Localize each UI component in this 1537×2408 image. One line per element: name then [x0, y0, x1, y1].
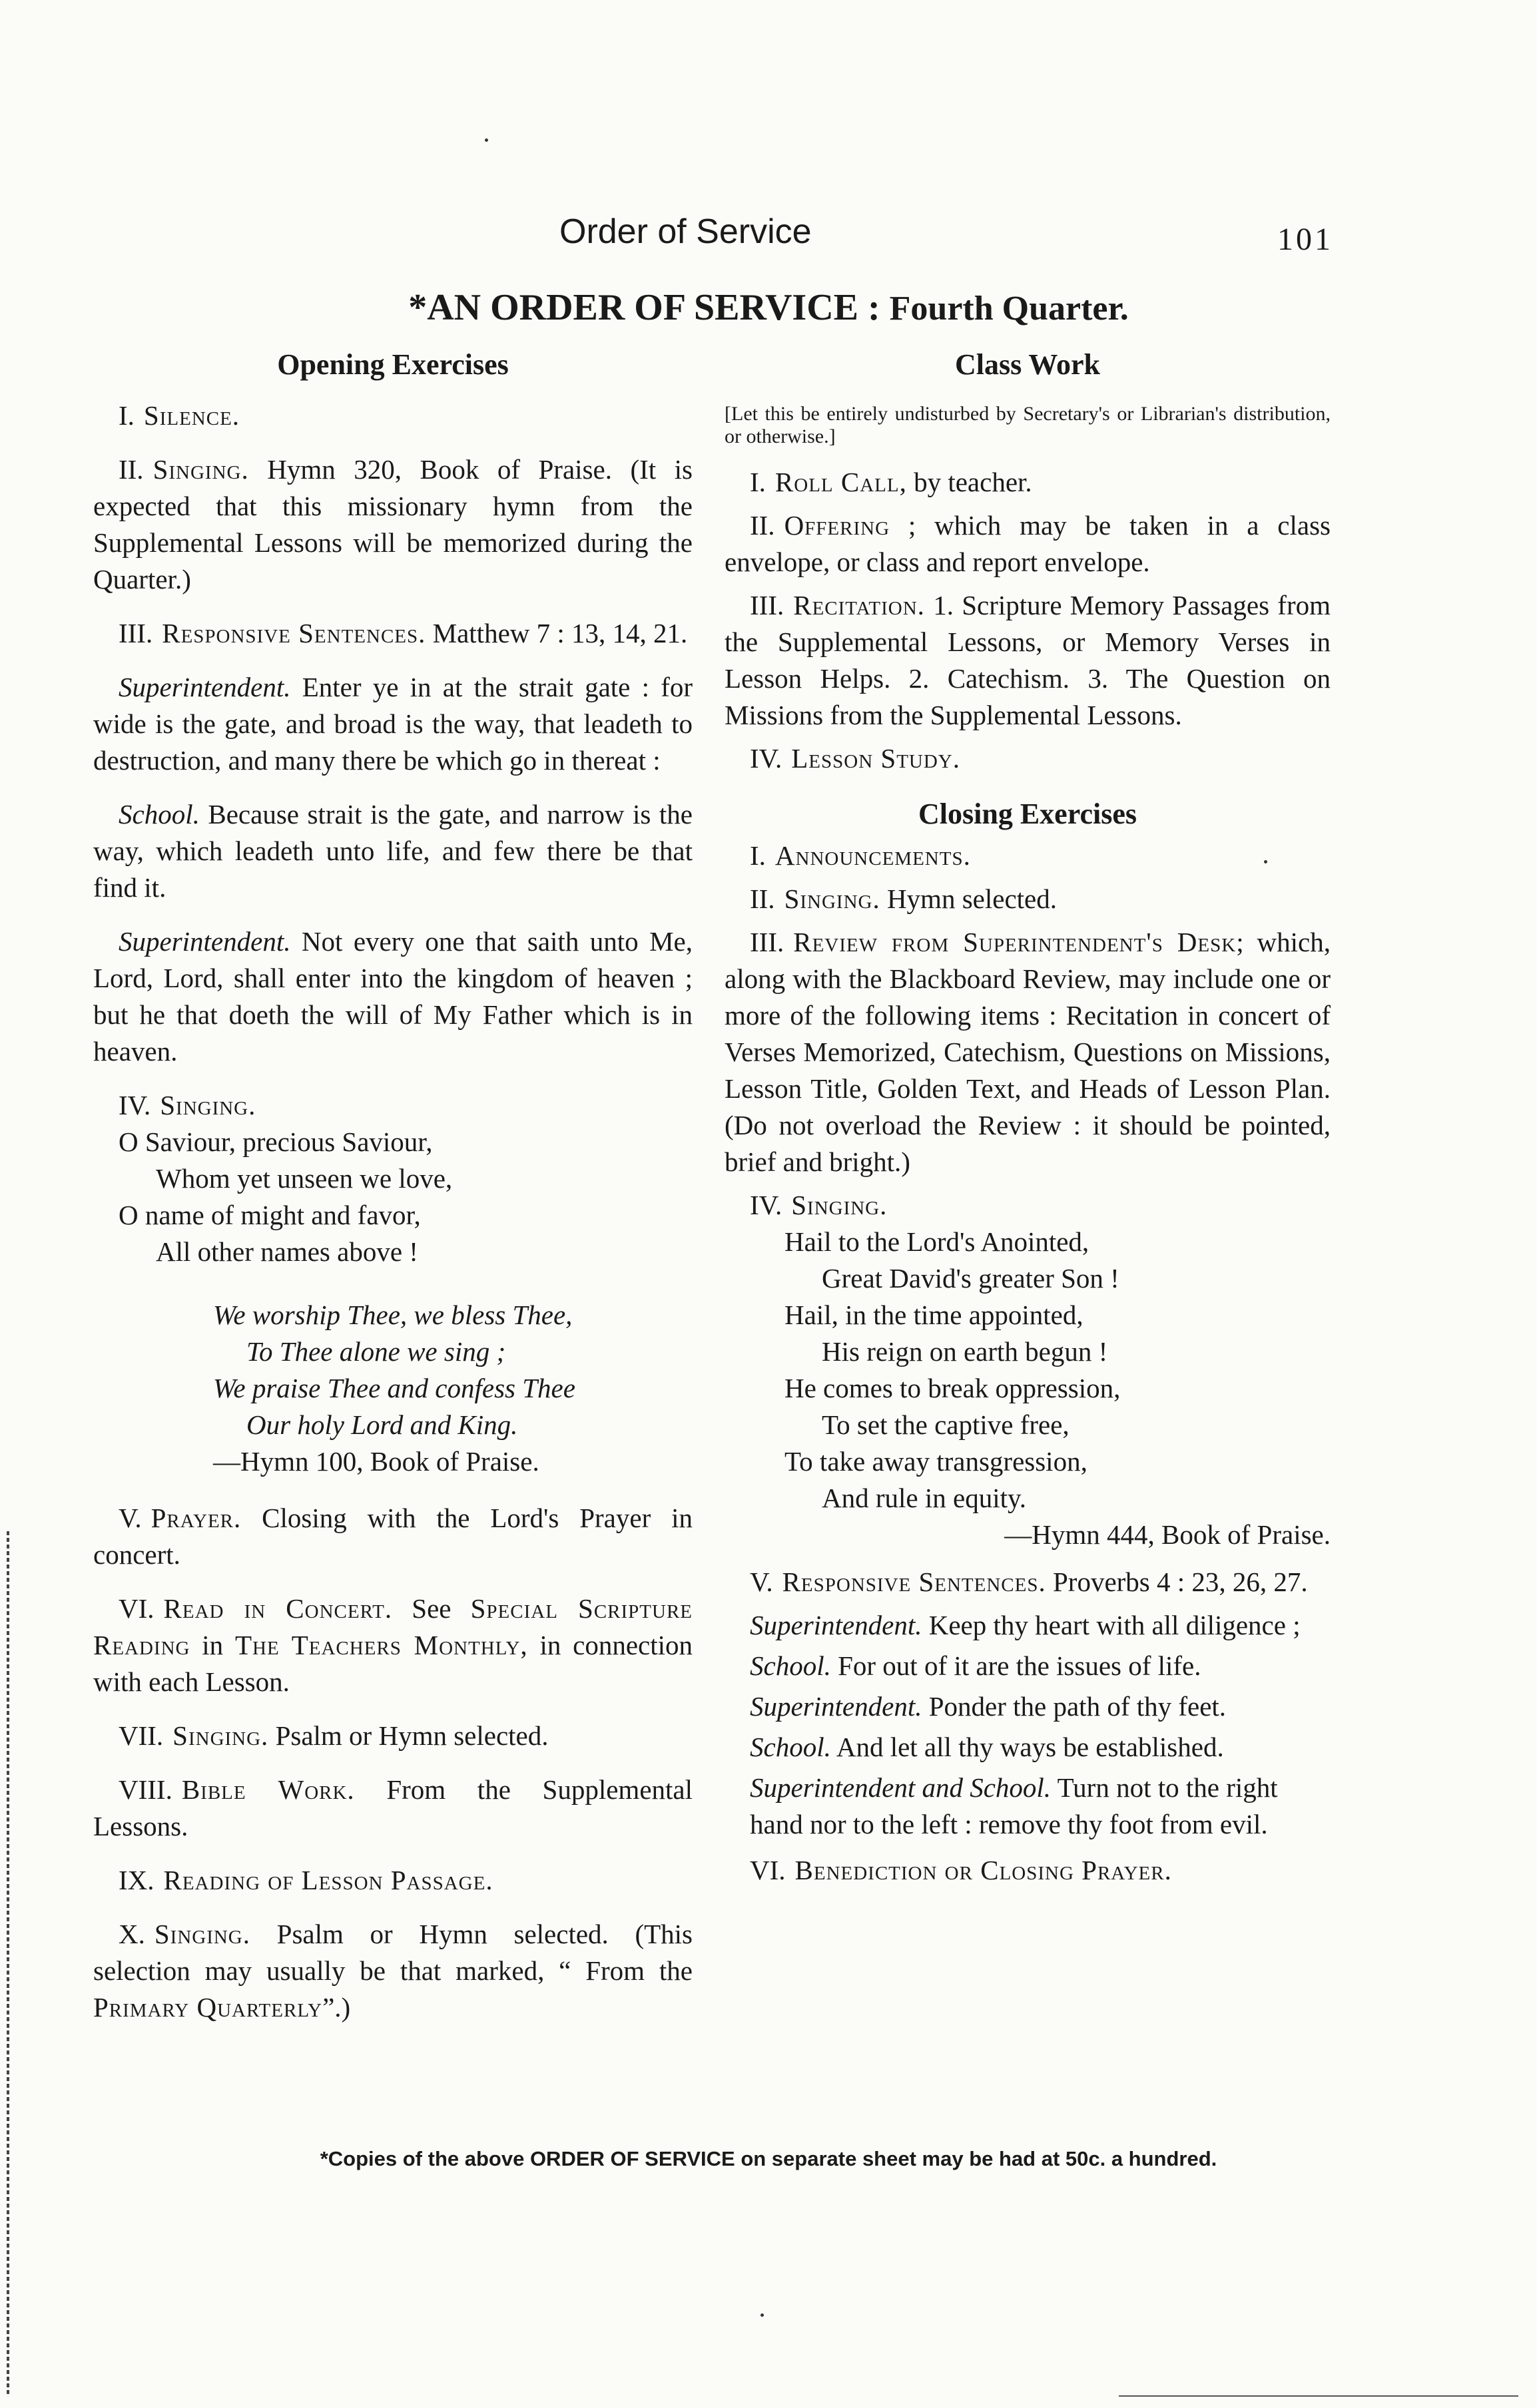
item-text: in [202, 1630, 224, 1660]
hymn-line: O name of might and favor, [119, 1200, 421, 1230]
response-text: Because strait is the gate, and narrow is the way, which leadeth unto life, and few there be that find it. [93, 799, 693, 903]
closing-items [725, 1564, 1331, 1600]
item-label: Singing. [153, 454, 249, 485]
item-review [725, 924, 1331, 1180]
response-superintendent [750, 1688, 1331, 1725]
item-text: ”.) [322, 1992, 351, 2023]
hymn-line: He comes to break oppression, [784, 1373, 1121, 1403]
scan-edge [7, 1531, 9, 2397]
item-singing-hymn-320 [93, 451, 693, 598]
response-school [750, 1729, 1331, 1766]
response-text: Ponder the path of thy feet. [928, 1691, 1227, 1722]
scan-speck [761, 2313, 764, 2317]
item-label: Prayer. [151, 1503, 242, 1533]
chorus-line: We praise Thee and confess Thee [213, 1373, 575, 1403]
footnote: *Copies of the above ORDER OF SERVICE on separate sheet may be had at 50c. a hundred. [320, 2147, 1217, 2170]
response-superintendent-2 [93, 923, 693, 1070]
item-text: Closing with the Lord's Prayer in concert. [93, 1503, 693, 1570]
page-number: 101 [1277, 222, 1333, 257]
item-bible-work [93, 1772, 693, 1845]
item-number: V. [750, 1566, 773, 1597]
item-lesson-study [725, 740, 1331, 777]
item-label: Announcements. [774, 840, 971, 871]
hymn-line: And rule in equity. [822, 1483, 1027, 1513]
item-closing-responsive [725, 1564, 1331, 1600]
item-read-in-concert [93, 1590, 693, 1700]
hymn-line: Hail to the Lord's Anointed, [784, 1226, 1089, 1257]
item-text: Psalm or Hymn selected. [275, 1720, 549, 1751]
speaker-label: School. [750, 1732, 831, 1762]
item-label: Lesson Study. [791, 743, 960, 774]
item-label: Singing. [154, 1919, 250, 1949]
title-text: *AN ORDER OF SERVICE : [408, 287, 880, 328]
item-singing-selection [93, 1916, 693, 2026]
item-label: Singing. [791, 1190, 888, 1220]
item-number: VII. [119, 1720, 164, 1751]
item-number: X. [119, 1919, 145, 1949]
hymn-line: His reign on earth begun ! [822, 1336, 1108, 1367]
hymn-line: All other names above ! [156, 1236, 418, 1267]
title-subtitle: Fourth Quarter. [889, 290, 1129, 328]
item-text: Hymn selected. [886, 883, 1057, 914]
item-label: Responsive Sentences. [782, 1566, 1046, 1597]
item-label: Review from Superintendent's Desk [793, 927, 1237, 957]
item-publication: The Teachers Monthly, [234, 1630, 528, 1660]
response-superintendent [750, 1607, 1331, 1644]
item-lesson-passage [93, 1862, 693, 1899]
item-text: Matthew 7 : 13, 14, 21. [432, 618, 688, 648]
class-work-note: [Let this be entirely undisturbed by Secretary's or Librarian's distribution, or otherwise.] [725, 403, 1331, 447]
speaker-label: Superintendent and School. [750, 1772, 1052, 1803]
speaker-label: School. [119, 799, 200, 830]
chorus-line: Our holy Lord and King. [246, 1409, 518, 1440]
item-number: IV. [750, 1190, 782, 1220]
item-label: Benediction or Closing Prayer. [794, 1855, 1172, 1885]
item-number: IV. [750, 743, 782, 774]
item-number: I. [119, 400, 135, 431]
item-silence [93, 397, 693, 434]
hymn-attribution: —Hymn 444, Book of Praise. [1004, 1519, 1331, 1550]
hymn-attribution: —Hymn 100, Book of Praise. [213, 1446, 539, 1477]
class-work-items [725, 464, 1331, 1224]
chorus-line: We worship Thee, we bless Thee, [213, 1300, 573, 1330]
item-label: Singing. [784, 883, 880, 914]
chorus-line: To Thee alone we sing ; [246, 1336, 506, 1367]
speaker-label: School. [750, 1650, 831, 1681]
response-text: Turn not to the right hand nor to the left : remove thy foot from evil. [750, 1772, 1278, 1839]
scan-speck [485, 138, 488, 142]
item-number: I. [750, 467, 766, 497]
item-reference: Special Scripture Reading [93, 1593, 693, 1660]
item-text: ; which, along with the Blackboard Review, may include one or more of the following items : Recitation in concert of Verses Memorized, Catechism, Questions on Missions, Lesson Title, Golden Text, and Heads of Lesson Plan. (Do not overload the Review : it should be pointed, brief and bright.) [725, 927, 1331, 1177]
speaker-label: Superintendent. [750, 1691, 922, 1722]
speaker-label: Superintendent. [119, 672, 291, 702]
item-text: From the Supplemental Lessons. [93, 1774, 693, 1841]
item-recitation [725, 587, 1331, 734]
response-text: And let all thy ways be established. [836, 1732, 1224, 1762]
item-number: VI. [750, 1855, 786, 1885]
item-singing-psalm [93, 1718, 693, 1754]
item-label: Recitation. [793, 590, 925, 620]
item-text: 1. Scripture Memory Passages from the Supplemental Lessons, or Memory Verses in Lesson Helps. 2. Catechism. 3. The Question on Missions from the Supplemental Lessons. [725, 590, 1331, 730]
scan-speck [1264, 860, 1267, 863]
hymn-line: To take away transgression, [784, 1446, 1087, 1477]
opening-exercises-heading: Opening Exercises [277, 348, 509, 381]
class-work-column [725, 346, 1331, 1906]
item-number: VIII. [119, 1774, 172, 1805]
item-text: Proverbs 4 : 23, 26, 27. [1053, 1566, 1308, 1597]
opening-exercises-column [93, 346, 693, 2043]
item-number: III. [119, 618, 153, 648]
item-publication: Primary Quarterly [93, 1992, 323, 2023]
item-text: See [412, 1593, 452, 1624]
item-offering [725, 507, 1331, 581]
item-number: II. [750, 883, 775, 914]
item-label: Offering [784, 510, 890, 541]
running-title: Order of Service [559, 212, 812, 251]
running-head [0, 212, 1537, 258]
item-label: Read in Concert. [163, 1593, 393, 1624]
item-benediction [725, 1852, 1331, 1889]
closing-hymn-verse [784, 1224, 1331, 1553]
item-number: II. [750, 510, 775, 541]
hymn-line: O Saviour, precious Saviour, [119, 1126, 433, 1157]
response-superintendent-1 [93, 669, 693, 779]
item-text: ; which may be taken in a class envelope, or class and report envelope. [725, 510, 1331, 577]
item-number: V. [119, 1503, 142, 1533]
hymn-line: Great David's greater Son ! [822, 1263, 1119, 1294]
item-label: Responsive Sentences. [162, 618, 426, 648]
hymn-line: Hail, in the time appointed, [784, 1300, 1083, 1330]
response-school-1 [93, 796, 693, 906]
item-number: III. [750, 927, 784, 957]
item-label: Reading of Lesson Passage. [163, 1865, 493, 1895]
page-title [0, 286, 1537, 329]
speaker-label: Superintendent. [750, 1610, 922, 1640]
item-number: IX. [119, 1865, 154, 1895]
class-work-heading: Class Work [954, 348, 1101, 381]
speaker-label: Superintendent. [119, 926, 291, 957]
item-prayer [93, 1500, 693, 1573]
item-number: II. [119, 454, 144, 485]
item-label: Roll Call, [774, 467, 907, 497]
item-number: III. [750, 590, 784, 620]
closing-exercises-heading: Closing Exercises [918, 798, 1137, 830]
item-closing-singing [725, 881, 1331, 917]
hymn-line: Whom yet unseen we love, [156, 1163, 453, 1194]
response-text: For out of it are the issues of life. [838, 1650, 1201, 1681]
response-text: Enter ye in at the strait gate : for wide is the gate, and broad is the way, that leadeth to destruction, and many there be which go in thereat : [93, 672, 693, 776]
item-responsive-sentences [93, 615, 693, 652]
item-announcements [725, 838, 1331, 874]
hymn-chorus [213, 1297, 693, 1480]
item-label: Bible Work. [181, 1774, 355, 1805]
response-superintendent-and-school [750, 1770, 1331, 1843]
item-roll-call [725, 464, 1331, 501]
hymn-line: To set the captive free, [822, 1409, 1070, 1440]
item-label: Silence. [143, 400, 240, 431]
response-text: Keep thy heart with all diligence ; [928, 1610, 1301, 1640]
hymn-verse [119, 1124, 693, 1270]
item-text: by teacher. [914, 467, 1032, 497]
item-label: Singing. [172, 1720, 269, 1751]
item-closing-hymn [725, 1187, 1331, 1224]
item-text: in connection with each Lesson. [93, 1630, 693, 1697]
item-text: Hymn 320, Book of Praise. (It is expected that this missionary hymn from the Supplemental Lessons will be memorized during the Quarter.) [93, 454, 693, 595]
scan-edge-rule [1119, 2395, 1518, 2397]
item-number: IV. [119, 1090, 151, 1120]
item-label: Singing. [160, 1090, 256, 1120]
item-text: Psalm or Hymn selected. (This selection may usually be that marked, “ From the [93, 1919, 693, 1986]
response-school [750, 1648, 1331, 1684]
item-singing-hymn [93, 1087, 693, 1124]
item-number: VI. [119, 1593, 154, 1624]
item-number: I. [750, 840, 766, 871]
response-text: Not every one that saith unto Me, Lord, Lord, shall enter into the kingdom of heaven ; but he that doeth the will of My Father which is in heaven. [93, 926, 693, 1067]
